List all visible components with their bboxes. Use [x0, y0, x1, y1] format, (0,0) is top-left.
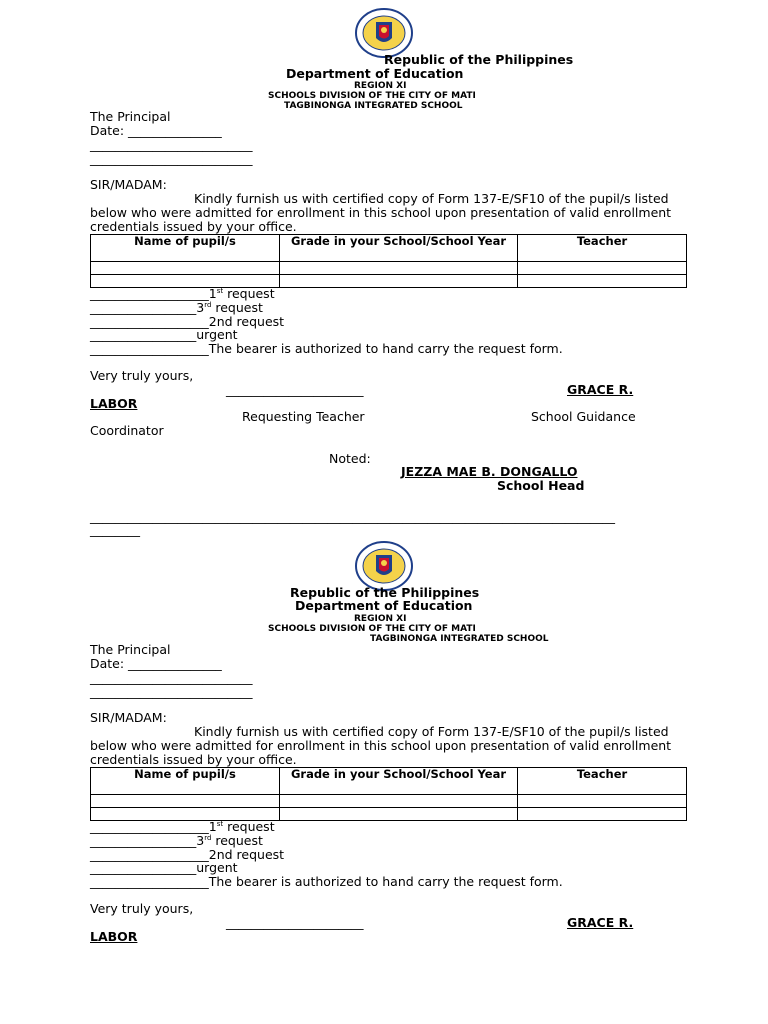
table-row	[91, 262, 687, 275]
col-name-of-pupils: Name of pupil/s	[91, 768, 280, 795]
signature-line: ______________________	[226, 382, 364, 397]
header-school: TAGBINONGA INTEGRATED SCHOOL	[370, 634, 549, 644]
coordinator-name-last: LABOR	[90, 929, 138, 944]
school-head-title: School Head	[497, 478, 585, 493]
guidance-label: School Guidance	[531, 409, 636, 424]
body-line-1: Kindly furnish us with certified copy of Form 137-E/SF10 of the pupil/s listed	[194, 724, 669, 739]
deped-seal-logo	[354, 541, 414, 591]
col-teacher: Teacher	[518, 768, 687, 795]
deped-seal-logo	[354, 8, 414, 58]
date-line: Date: _______________	[90, 123, 222, 138]
request-2nd: ___________________2nd request	[90, 847, 285, 862]
very-truly-yours: Very truly yours,	[90, 368, 194, 383]
signature-line: ______________________	[226, 915, 364, 930]
requesting-teacher-label: Requesting Teacher	[242, 409, 365, 424]
pupil-table	[90, 767, 687, 821]
col-teacher: Teacher	[518, 235, 687, 262]
request-urgent: _________________urgent	[90, 860, 238, 875]
body-line-3: credentials issued by your office.	[90, 219, 297, 234]
request-bearer: ___________________The bearer is authorized to hand carry the request form.	[90, 874, 563, 889]
blank-line: __________________________	[90, 151, 253, 166]
very-truly-yours: Very truly yours,	[90, 901, 194, 916]
salutation: SIR/MADAM:	[90, 177, 167, 192]
addressee: The Principal	[90, 642, 171, 657]
coordinator-name-first: GRACE R.	[567, 915, 634, 930]
addressee: The Principal	[90, 109, 171, 124]
request-3rd: _________________3rd request	[90, 833, 263, 848]
table-row	[91, 795, 687, 808]
header-republic: Republic of the Philippines	[290, 585, 480, 600]
request-1st: ___________________1st request	[90, 819, 275, 834]
header-division: SCHOOLS DIVISION OF THE CITY OF MATI	[268, 91, 476, 101]
col-grade-school-year: Grade in your School/School Year	[280, 768, 518, 795]
noted-label: Noted:	[329, 451, 371, 466]
blank-line: __________________________	[90, 684, 253, 699]
body-line-2: below who were admitted for enrollment in this school upon presentation of valid enrollment	[90, 738, 672, 753]
pupil-table	[90, 234, 687, 288]
header-region: REGION XI	[354, 81, 407, 91]
body-line-3: credentials issued by your office.	[90, 752, 297, 767]
coordinator-name-last: LABOR	[90, 396, 138, 411]
coordinator-name-first: GRACE R.	[567, 382, 634, 397]
request-3rd: _________________3rd request	[90, 300, 263, 315]
header-department: Department of Education	[295, 598, 473, 613]
request-bearer: ___________________The bearer is authorized to hand carry the request form.	[90, 341, 563, 356]
blank-line: __________________________	[90, 137, 253, 152]
body-line-1: Kindly furnish us with certified copy of Form 137-E/SF10 of the pupil/s listed	[194, 191, 669, 206]
blank-line: __________________________	[90, 670, 253, 685]
school-head-name: JEZZA MAE B. DONGALLO	[401, 464, 578, 479]
header-department: Department of Education	[286, 66, 464, 81]
header-republic: Republic of the Philippines	[384, 52, 574, 67]
col-grade-school-year: Grade in your School/School Year	[280, 235, 518, 262]
header-region: REGION XI	[354, 614, 407, 624]
request-2nd: ___________________2nd request	[90, 314, 285, 329]
date-line: Date: _______________	[90, 656, 222, 671]
salutation: SIR/MADAM:	[90, 710, 167, 725]
guidance-label-cont: Coordinator	[90, 423, 164, 438]
header-school: TAGBINONGA INTEGRATED SCHOOL	[284, 101, 463, 111]
body-line-2: below who were admitted for enrollment in this school upon presentation of valid enrollment	[90, 205, 672, 220]
header-division: SCHOOLS DIVISION OF THE CITY OF MATI	[268, 624, 476, 634]
cut-line: ____________________________________________________________________________________	[90, 509, 615, 524]
cut-line-tail: ________	[90, 522, 140, 537]
request-1st: ___________________1st request	[90, 286, 275, 301]
request-urgent: _________________urgent	[90, 327, 238, 342]
col-name-of-pupils: Name of pupil/s	[91, 235, 280, 262]
